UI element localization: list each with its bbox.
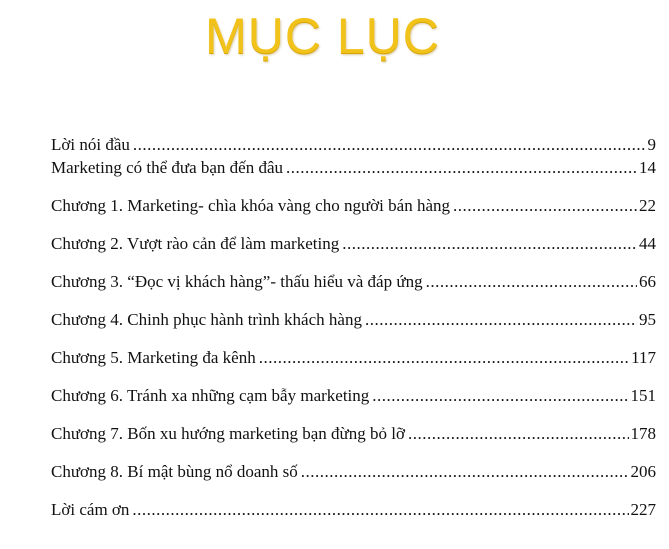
toc-page-number: 22 (639, 196, 656, 215)
dot-leader (133, 135, 646, 152)
toc-row[interactable] (51, 424, 656, 462)
dot-leader (453, 196, 637, 213)
toc-page-number: 151 (630, 386, 656, 405)
toc-row[interactable] (51, 158, 656, 196)
dot-leader (342, 234, 637, 251)
dot-leader (426, 272, 637, 289)
toc-label: Marketing có thể đưa bạn đến đâu (51, 158, 284, 177)
dot-leader (301, 462, 629, 479)
dot-leader (372, 386, 628, 403)
toc-page-number: 66 (639, 272, 656, 291)
toc-row[interactable] (51, 272, 656, 310)
toc-row[interactable] (51, 500, 656, 538)
toc-row[interactable] (51, 196, 656, 234)
toc-row[interactable] (51, 234, 656, 272)
toc-page-number: 9 (647, 135, 656, 154)
dot-leader (259, 348, 629, 365)
toc-row[interactable] (51, 135, 656, 158)
toc-label: Chương 6. Tránh xa những cạm bẫy marketing (51, 386, 370, 405)
page-title: MỤC LỤC (205, 8, 440, 64)
toc-label: Lời nói đầu (51, 135, 130, 154)
toc-row[interactable] (51, 310, 656, 348)
dot-leader (365, 310, 637, 327)
toc-label: Chương 5. Marketing đa kênh (51, 348, 256, 367)
toc-page-number: 206 (630, 462, 656, 481)
toc-label: Chương 2. Vượt rào cản để làm marketing (51, 234, 340, 253)
toc-label: Chương 1. Marketing- chìa khóa vàng cho người bán hàng (51, 196, 450, 215)
toc-label: Chương 8. Bí mật bùng nổ doanh số (51, 462, 298, 481)
dot-leader (132, 500, 628, 517)
toc-label: Chương 7. Bốn xu hướng marketing bạn đừng bỏ lỡ (51, 424, 405, 443)
dot-leader (286, 158, 637, 175)
table-of-contents (51, 135, 656, 538)
toc-page-number: 14 (639, 158, 656, 177)
toc-label: Lời cám ơn (51, 500, 130, 519)
toc-page-number: 117 (631, 348, 656, 367)
toc-row[interactable] (51, 348, 656, 386)
toc-label: Chương 4. Chinh phục hành trình khách hàng (51, 310, 362, 329)
toc-page-number: 227 (630, 500, 656, 519)
toc-page-number: 178 (630, 424, 656, 443)
toc-row[interactable] (51, 462, 656, 500)
toc-row[interactable] (51, 386, 656, 424)
toc-page-number: 95 (639, 310, 656, 329)
toc-page-number: 44 (639, 234, 656, 253)
dot-leader (408, 424, 629, 441)
toc-label: Chương 3. “Đọc vị khách hàng”- thấu hiểu và đáp ứng (51, 272, 423, 291)
